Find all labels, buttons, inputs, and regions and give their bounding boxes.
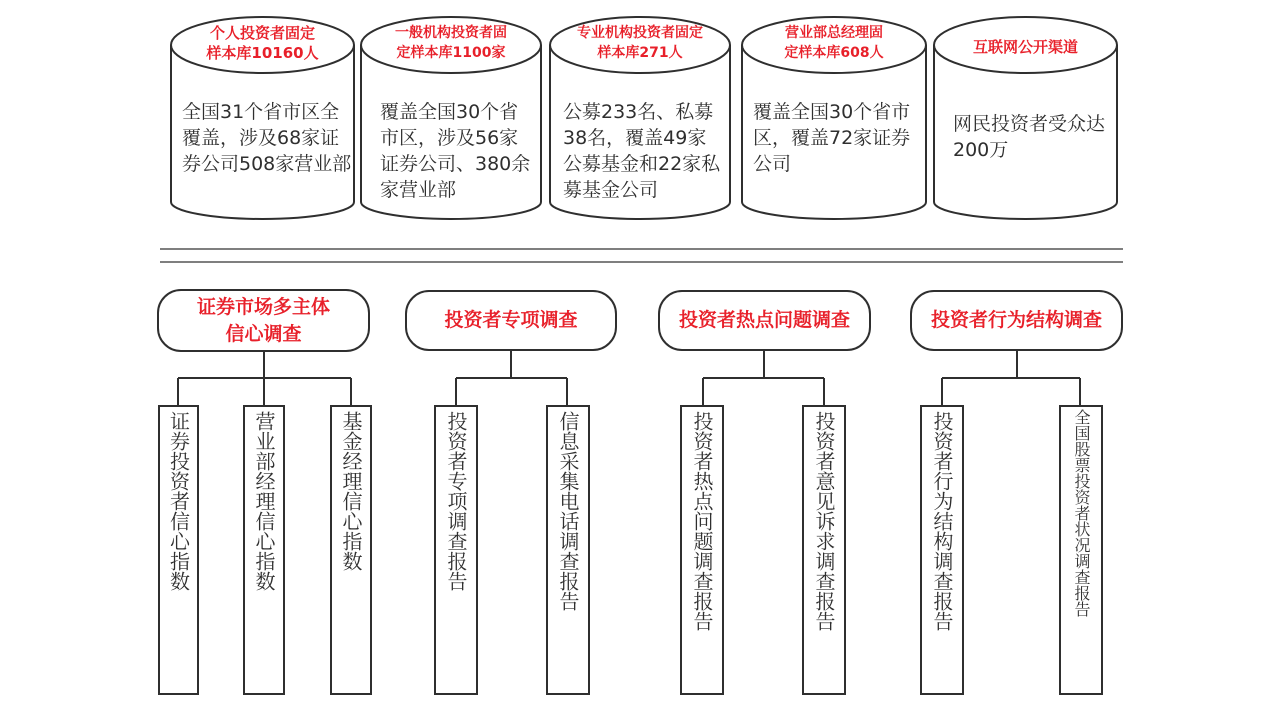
sample-db-title: 专业机构投资者固定 样本库271人	[577, 25, 703, 61]
sample-db-title: 互联网公开渠道	[972, 38, 1078, 56]
report-label: 投资者意见诉求调查报告	[812, 411, 836, 631]
report-label: 信息采集电话调查报告	[556, 411, 580, 611]
sample-db-description: 网民投资者受众达200万	[953, 113, 1106, 161]
report-label: 证券投资者信心指数	[166, 411, 191, 591]
report-box	[802, 405, 846, 695]
report-box	[546, 405, 590, 695]
report-label: 全国股票投资者状况调查报告	[1072, 409, 1091, 617]
report-box	[158, 405, 199, 695]
report-label: 投资者热点问题调查报告	[690, 411, 714, 631]
sample-db-title: 一般机构投资者固 定样本库1100家	[395, 25, 507, 61]
sample-db-description: 覆盖全国30个省市区，覆盖72家证券公司	[753, 101, 911, 175]
report-box	[434, 405, 478, 695]
sample-db-individual	[170, 15, 355, 220]
report-box	[920, 405, 964, 695]
category-multi-subject-confidence: 证券市场多主体 信心调查	[157, 289, 370, 352]
report-label: 投资者行为结构调查报告	[930, 411, 954, 631]
sample-db-professional	[549, 15, 731, 220]
report-box	[243, 405, 285, 695]
sample-db-description: 公募233名、私募38名，覆盖49家公募基金和22家私募基金公司	[563, 101, 721, 201]
report-label: 营业部经理信心指数	[252, 411, 276, 591]
sample-db-description: 覆盖全国30个省市区，涉及56家证券公司、380余家营业部	[380, 101, 531, 201]
sample-db-title: 营业部总经理固 定样本库608人	[784, 25, 884, 61]
report-box	[1059, 405, 1103, 695]
category-behavior-structure-survey: 投资者行为结构调查	[910, 290, 1123, 351]
sample-db-institution	[360, 15, 542, 220]
report-box	[330, 405, 372, 695]
report-label: 投资者专项调查报告	[444, 411, 468, 591]
category-hot-issue-survey: 投资者热点问题调查	[658, 290, 871, 351]
sample-db-description: 全国31个省市区全覆盖，涉及68家证券公司508家营业部	[182, 101, 352, 175]
sample-db-title: 个人投资者固定 样本库10160人	[206, 24, 319, 62]
report-box	[680, 405, 724, 695]
category-special-survey: 投资者专项调查	[405, 290, 617, 351]
sample-db-internet	[933, 15, 1118, 220]
report-label: 基金经理信心指数	[339, 411, 363, 571]
sample-db-branch-manager	[741, 15, 927, 220]
